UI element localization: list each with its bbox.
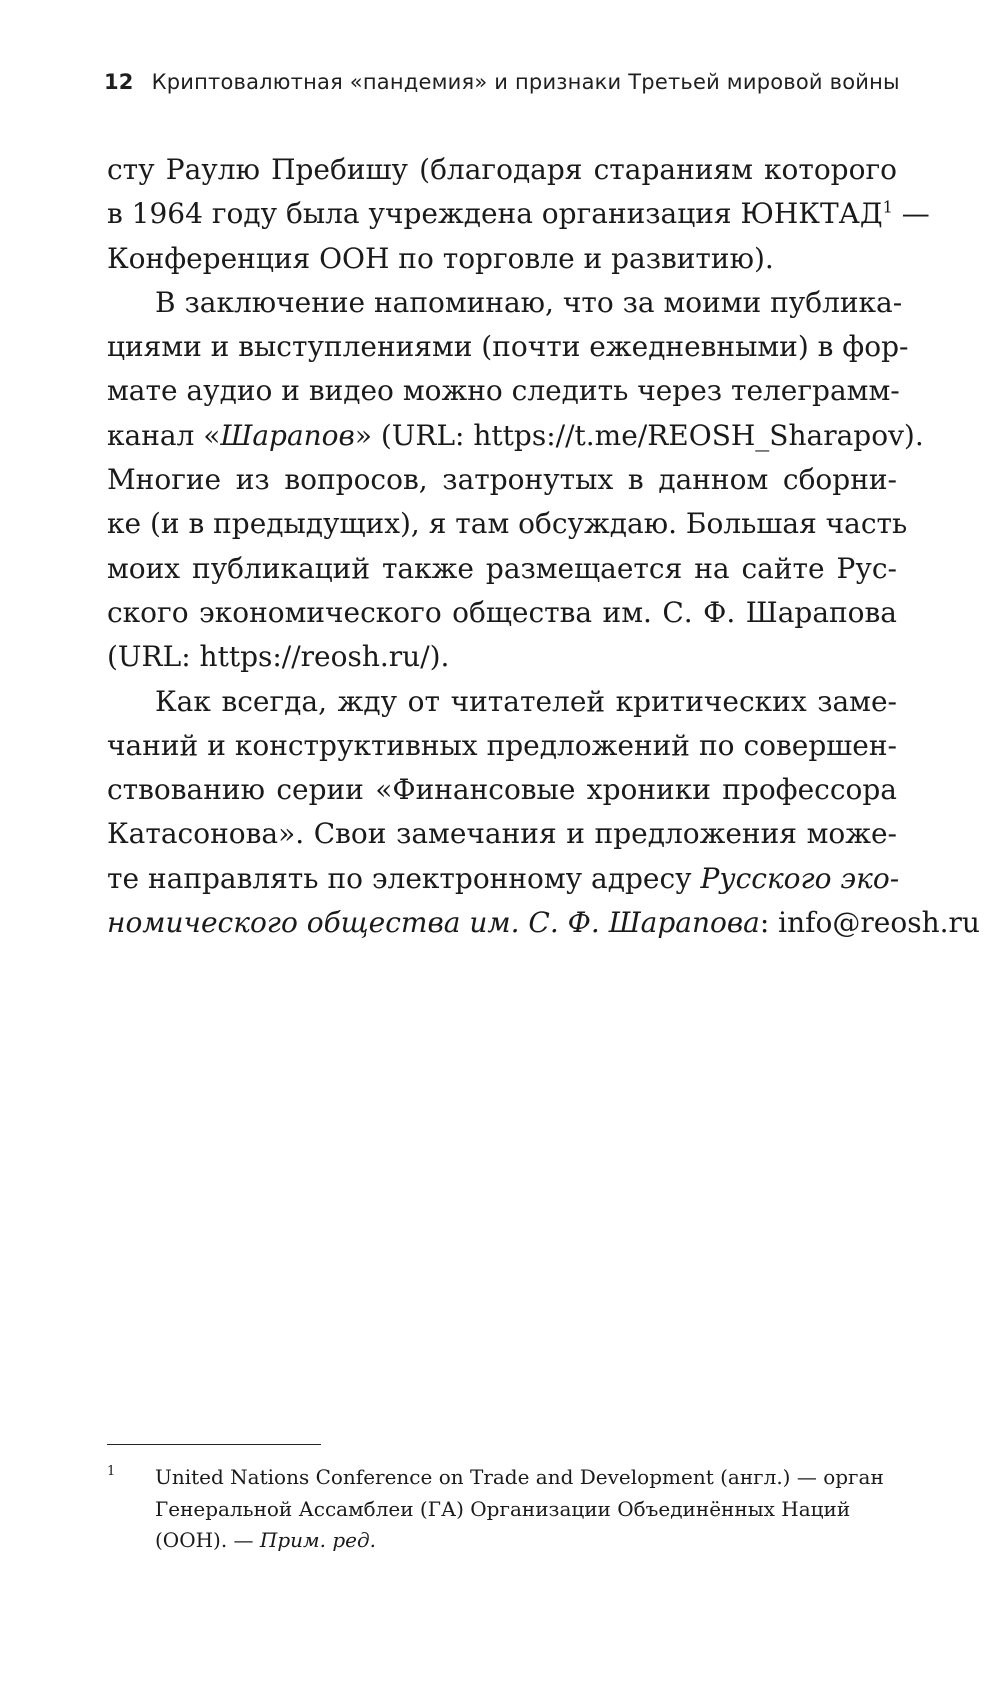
text-line: ке (и в предыдущих), я там обсуждаю. Большая часть xyxy=(107,507,908,541)
running-head-title: Криптовалютная «пандемия» и признаки Третьей мировой войны xyxy=(151,70,900,94)
text-line xyxy=(107,192,930,236)
channel-name: Шарапов xyxy=(220,418,355,452)
text-segment: — xyxy=(901,197,930,231)
text-segment: » (URL: https://t.me/REOSH_Sharapov). xyxy=(354,418,924,452)
organization-name: номического общества им. С. Ф. Шарапова xyxy=(107,906,760,940)
text-line: мате аудио и видео можно следить через телеграмм- xyxy=(107,374,900,408)
text-line: чаний и конструктивных предложений по совершен- xyxy=(107,728,897,762)
editor-note: Прим. ред. xyxy=(259,1528,377,1552)
text-segment: в 1964 году была учреждена организация ЮНКТАД xyxy=(107,197,883,231)
footnote-line: United Nations Conference on Trade and Development (англ.) — орган xyxy=(155,1465,884,1489)
organization-name: Русского эко- xyxy=(700,861,900,895)
text-line: (URL: https://reosh.ru/). xyxy=(107,640,450,674)
text-line: Конференция ООН по торговле и развитию). xyxy=(107,241,774,275)
text-line: сту Раулю Пребишу (благодаря стараниям которого xyxy=(107,153,897,186)
page-number: 12 xyxy=(104,70,134,94)
footnote-marker: 1 xyxy=(107,1464,116,1479)
text-line: моих публикаций также размещается на сайте Рус- xyxy=(107,551,897,585)
text-line: циями и выступлениями (почти ежедневными) в фор- xyxy=(107,330,909,364)
footnote xyxy=(107,1462,897,1557)
text-line: Многие из вопросов, затронутых в данном сборни- xyxy=(107,463,897,497)
footnote-line xyxy=(155,1525,897,1557)
text-line: Как всегда, жду от читателей критических заме- xyxy=(155,684,897,718)
text-segment: те направлять по электронному адресу xyxy=(107,861,701,895)
email-text: : info@reosh.ru xyxy=(759,906,980,940)
body-text xyxy=(107,148,980,945)
text-segment: (ООН). — xyxy=(155,1528,260,1552)
footnote-body xyxy=(155,1462,897,1557)
footnote-reference: 1 xyxy=(882,197,893,217)
text-line: ского экономического общества им. С. Ф. Шарапова xyxy=(107,595,897,629)
text-line: ствованию серии «Финансовые хроники профессора xyxy=(107,773,897,807)
text-line xyxy=(107,857,900,901)
text-line xyxy=(107,901,980,945)
running-head xyxy=(104,70,900,94)
text-segment: канал « xyxy=(107,418,221,452)
footnote-line: Генеральной Ассамблеи (ГА) Организации Объединённых Наций xyxy=(155,1496,851,1521)
text-line: Катасонова». Свои замечания и предложения може- xyxy=(107,817,897,851)
text-line xyxy=(107,414,924,458)
text-line: В заключение напоминаю, что за моими публика- xyxy=(155,285,903,319)
footnote-divider xyxy=(107,1444,321,1445)
